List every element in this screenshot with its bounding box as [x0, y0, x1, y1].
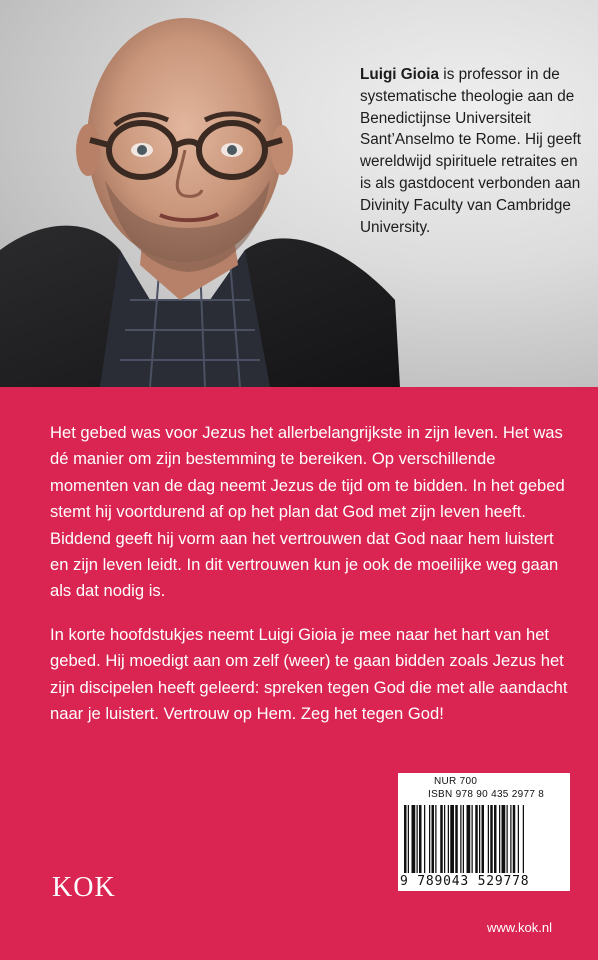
author-bio — [360, 64, 585, 238]
barcode-bars — [404, 805, 564, 873]
nur-code: NUR 700 — [434, 776, 478, 787]
publisher-logo: KOK — [52, 872, 116, 903]
barcode-digits: 9 789043 529778 — [400, 874, 530, 889]
isbn-code: ISBN 978 90 435 2977 8 — [428, 789, 545, 800]
back-cover-blurb — [50, 420, 570, 744]
author-portrait — [0, 0, 400, 387]
blurb-paragraph-2: In korte hoofdstukjes neemt Luigi Gioia je mee naar het hart van het gebed. Hij moedigt aan om zelf (weer) te gaan bidden zoals Jezus het zijn discipelen heeft geleerd: spreken tegen God die met alle aandacht naar je luistert. Vertrouw op Hem. Zeg het tegen God! — [50, 624, 568, 724]
author-bio-text: is professor in de systematische theologie aan de Benedictijnse Universiteit Sant’Anselmo te Rome. Hij geeft wereldwijd spirituele retraites en is als gastdocent verbonden aan Divinity Faculty van Cambridge University. — [360, 66, 582, 236]
author-photo-panel — [0, 0, 598, 387]
author-name: Luigi Gioia — [360, 66, 440, 83]
barcode-panel — [398, 773, 570, 891]
publisher-url[interactable]: www.kok.nl — [487, 920, 553, 935]
blurb-paragraph-1: Het gebed was voor Jezus het allerbelangrijkste in zijn leven. Het was dé manier om zijn bestemming te bereiken. Op verschillende momenten van de dag neemt Jezus de tijd om te bidden. In het gebed stemt hij voortdurend af op het plan dat God met zijn leven heeft. Biddend geeft hij vorm aan het vertrouwen dat God naar hem luistert en zijn leven leidt. In dit vertrouwen kun je ook de moeilijke weg gaan als dat nodig is. — [50, 423, 565, 601]
